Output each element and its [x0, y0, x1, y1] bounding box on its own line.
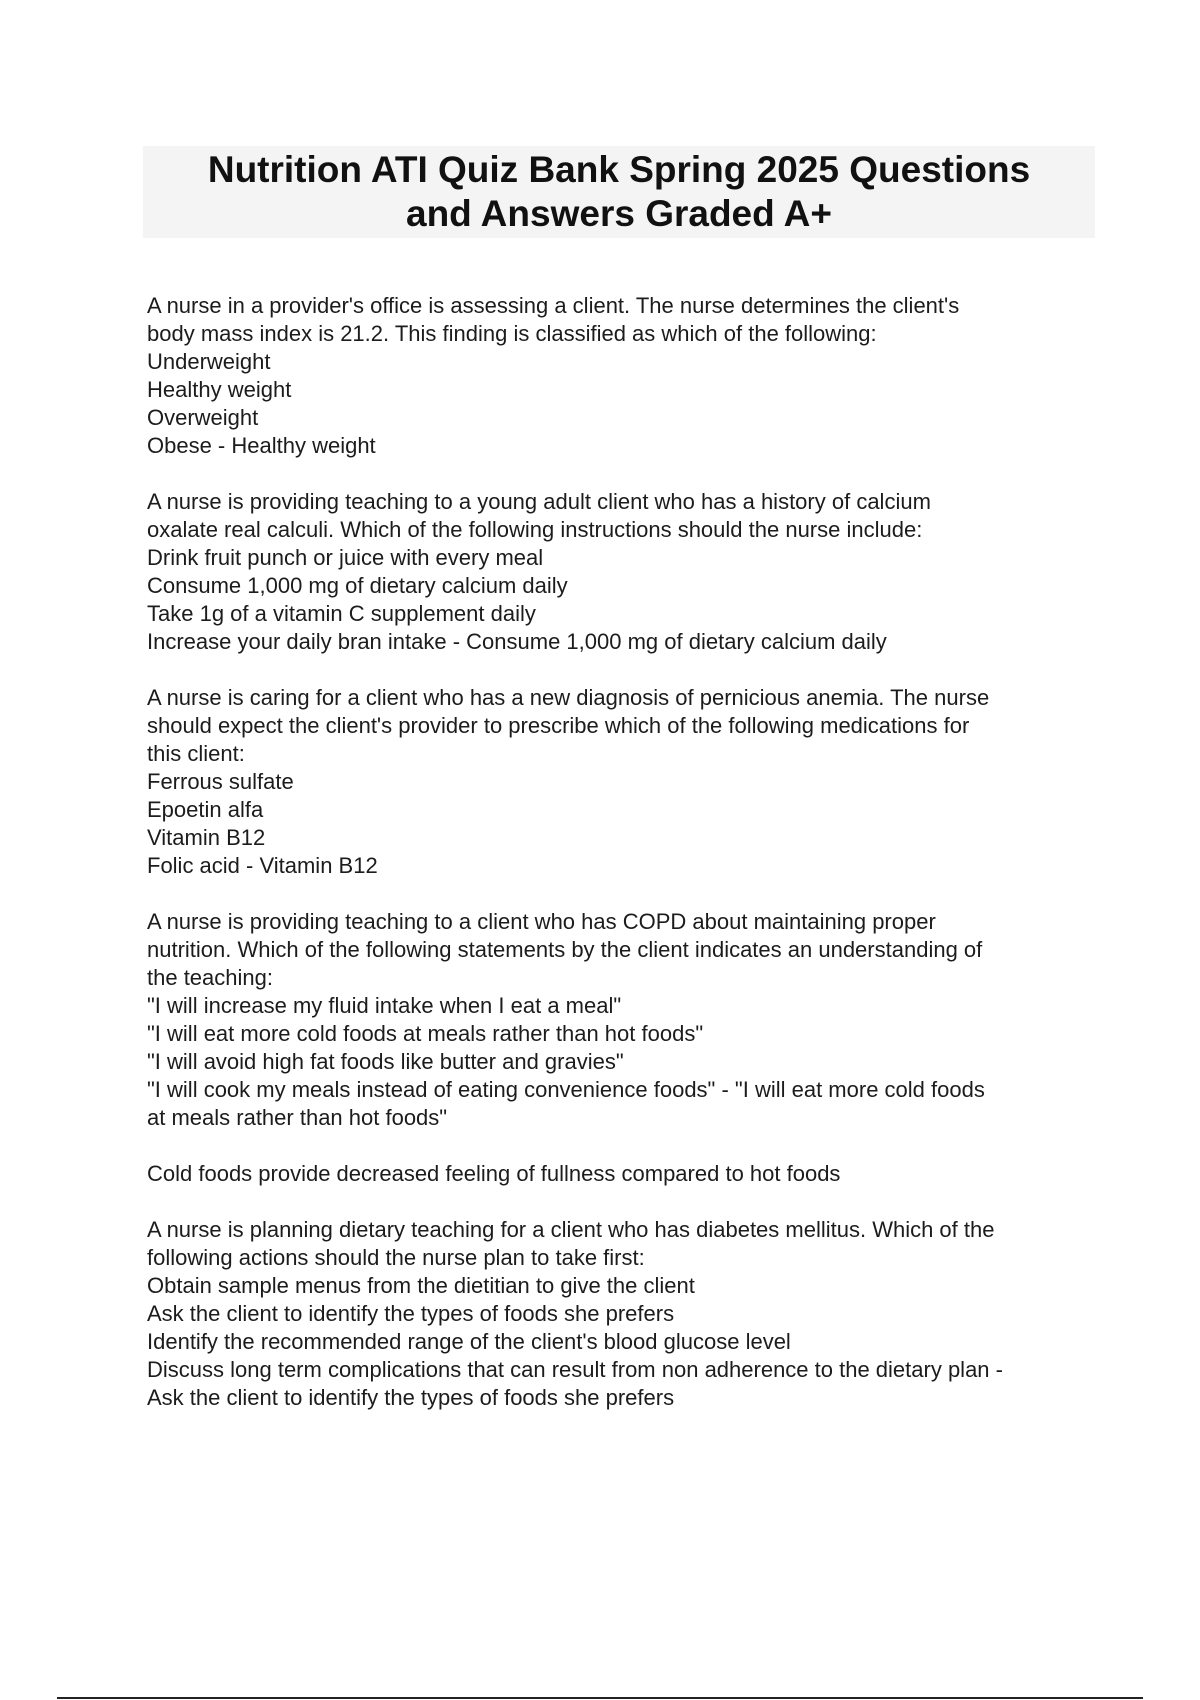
question-text: this client: [147, 741, 245, 766]
title-line-1: Nutrition ATI Quiz Bank Spring 2025 Questions [207, 149, 1031, 190]
answer-option: Vitamin B12 [147, 825, 266, 850]
answer-option: Obtain sample menus from the dietitian to give the client [147, 1273, 695, 1298]
question-block [147, 684, 1107, 880]
answer-option-with-answer: Increase your daily bran intake - Consume 1,000 mg of dietary calcium daily [147, 629, 887, 654]
document-title [143, 146, 1095, 238]
question-block [147, 1216, 1107, 1412]
answer-option: Identify the recommended range of the client's blood glucose level [147, 1329, 791, 1354]
question-text: A nurse is planning dietary teaching for a client who has diabetes mellitus. Which of the [147, 1217, 995, 1242]
answer-option: "I will eat more cold foods at meals rather than hot foods" [147, 1021, 704, 1046]
page-bottom-divider [57, 1697, 1143, 1699]
question-text: A nurse in a provider's office is assessing a client. The nurse determines the client's [147, 293, 960, 318]
question-text: A nurse is providing teaching to a client who has COPD about maintaining proper [147, 909, 936, 934]
question-text: nutrition. Which of the following statements by the client indicates an understanding of [147, 937, 983, 962]
question-text: oxalate real calculi. Which of the following instructions should the nurse include: [147, 517, 923, 542]
question-text: body mass index is 21.2. This finding is classified as which of the following: [147, 321, 877, 346]
answer-option: Consume 1,000 mg of dietary calcium daily [147, 573, 568, 598]
question-text: should expect the client's provider to prescribe which of the following medications for [147, 713, 970, 738]
answer-option: Epoetin alfa [147, 797, 264, 822]
answer-option-with-answer: "I will cook my meals instead of eating convenience foods" - "I will eat more cold foods [147, 1077, 985, 1102]
answer-option: Take 1g of a vitamin C supplement daily [147, 601, 536, 626]
question-block [147, 488, 1107, 656]
rationale-text: Cold foods provide decreased feeling of fullness compared to hot foods [147, 1161, 841, 1186]
answer-option: Drink fruit punch or juice with every meal [147, 545, 544, 570]
question-text: A nurse is caring for a client who has a new diagnosis of pernicious anemia. The nurse [147, 685, 990, 710]
question-text: A nurse is providing teaching to a young adult client who has a history of calcium [147, 489, 931, 514]
answer-option: Ferrous sulfate [147, 769, 294, 794]
question-block [147, 292, 1107, 460]
answer-option-with-answer: Folic acid - Vitamin B12 [147, 853, 378, 878]
answer-option: Ask the client to identify the types of foods she prefers [147, 1301, 675, 1326]
rationale-block [147, 1160, 1107, 1188]
answer-option: Underweight [147, 349, 271, 374]
answer-option-with-answer: Discuss long term complications that can result from non adherence to the dietary plan - [147, 1357, 1003, 1382]
answer-option-with-answer: Ask the client to identify the types of foods she prefers [147, 1385, 675, 1410]
answer-option-with-answer: at meals rather than hot foods" [147, 1105, 448, 1130]
answer-option: "I will increase my fluid intake when I eat a meal" [147, 993, 622, 1018]
question-list [147, 292, 1107, 1440]
answer-option: "I will avoid high fat foods like butter and gravies" [147, 1049, 624, 1074]
answer-option: Overweight [147, 405, 259, 430]
question-block [147, 908, 1107, 1132]
question-text: following actions should the nurse plan to take first: [147, 1245, 645, 1270]
answer-option: Healthy weight [147, 377, 292, 402]
answer-option-with-answer: Obese - Healthy weight [147, 433, 376, 458]
question-text: the teaching: [147, 965, 273, 990]
title-line-2: and Answers Graded A+ [406, 193, 832, 234]
